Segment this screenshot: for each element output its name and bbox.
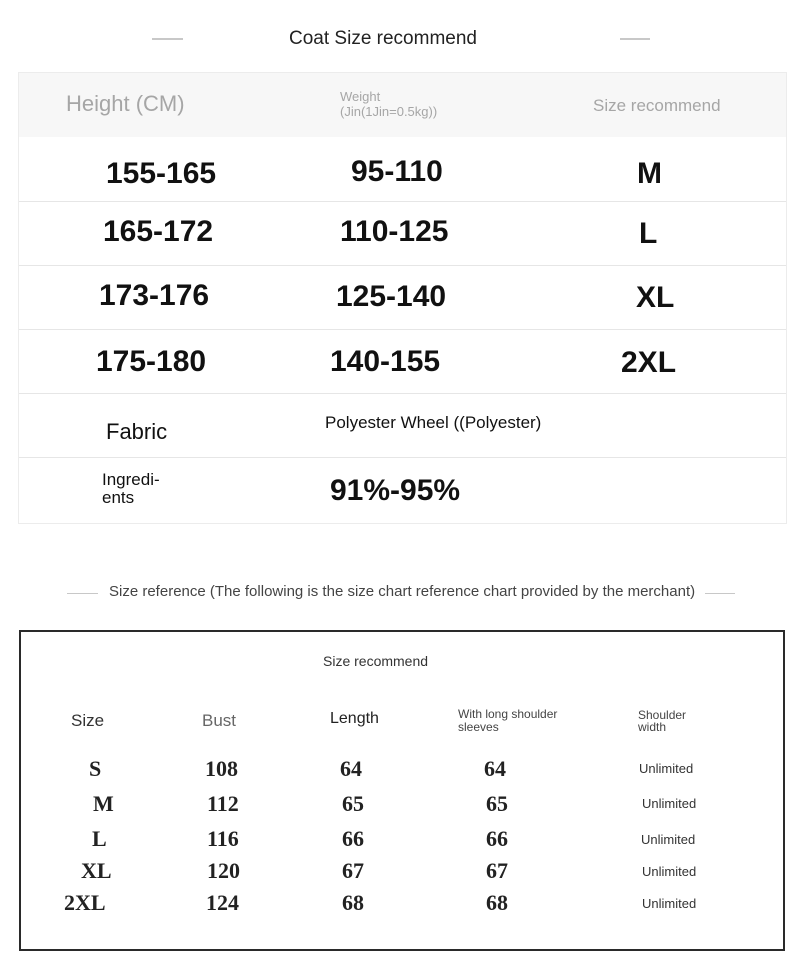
header-length: Length (330, 710, 379, 727)
height-cell: 175-180 (96, 345, 207, 378)
height-cell: 173-176 (99, 279, 210, 312)
length-cell: 64 (340, 756, 362, 781)
bust-cell: 108 (205, 756, 238, 781)
size-reference-title: Size reference (The following is the size chart reference chart provided by the merchant) (109, 583, 696, 600)
size-cell: 2XL (64, 890, 106, 915)
sleeve-cell: 66 (486, 826, 508, 851)
shoulder-cell: Unlimited (642, 864, 697, 879)
ingredients-label: Ingredi- (102, 470, 160, 489)
size-cell: S (89, 756, 102, 781)
ingredients-label-cont: ents (102, 488, 135, 507)
row-divider (19, 457, 786, 458)
length-cell: 65 (342, 791, 364, 816)
header-sleeve: With long shoulder (458, 707, 558, 721)
row-divider (19, 329, 786, 330)
row-divider (19, 201, 786, 202)
header-weight-unit: (Jin(1Jin=0.5kg)) (340, 104, 438, 119)
header-size: Size (71, 711, 105, 730)
table-header-row (19, 73, 786, 137)
size-cell: L (639, 217, 658, 250)
sleeve-cell: 67 (486, 858, 508, 883)
row-divider (19, 393, 786, 394)
header-height: Height (CM) (66, 91, 185, 116)
length-cell: 66 (342, 826, 364, 851)
weight-cell: 95-110 (351, 155, 443, 188)
reference-dash-right (705, 593, 735, 594)
header-weight: Weight (340, 89, 381, 104)
height-cell: 155-165 (106, 157, 217, 190)
weight-cell: 140-155 (330, 345, 441, 378)
bust-cell: 120 (207, 858, 240, 883)
bust-cell: 112 (207, 791, 239, 816)
height-cell: 165-172 (103, 215, 214, 248)
header-size-recommend: Size recommend (593, 96, 721, 115)
size-cell: M (637, 157, 662, 190)
size-chart-title: Size recommend (323, 653, 429, 669)
length-cell: 67 (342, 858, 364, 883)
length-cell: 68 (342, 890, 364, 915)
coat-size-table (18, 72, 787, 524)
sleeve-cell: 65 (486, 791, 508, 816)
size-cell: XL (636, 281, 675, 314)
size-cell: M (93, 791, 114, 816)
weight-cell: 110-125 (340, 215, 449, 248)
fabric-label: Fabric (106, 419, 168, 444)
size-cell: L (92, 826, 107, 851)
coat-size-title: Coat Size recommend (289, 28, 477, 49)
size-chart-box (19, 630, 785, 951)
header-shoulder-cont: width (638, 720, 667, 734)
size-cell: 2XL (621, 346, 677, 379)
bust-cell: 124 (206, 890, 239, 915)
size-cell: XL (81, 858, 112, 883)
shoulder-cell: Unlimited (642, 796, 697, 811)
sleeve-cell: 64 (484, 756, 506, 781)
shoulder-cell: Unlimited (642, 896, 697, 911)
ingredients-value: 91%-95% (330, 474, 461, 507)
header-shoulder: Shoulder (638, 708, 687, 722)
sleeve-cell: 68 (486, 890, 508, 915)
header-bust: Bust (202, 711, 237, 730)
bust-cell: 116 (207, 826, 239, 851)
reference-dash-left (67, 593, 98, 594)
row-divider (19, 265, 786, 266)
title-dash-right (620, 38, 650, 40)
header-sleeve-cont: sleeves (458, 720, 499, 734)
shoulder-cell: Unlimited (641, 832, 696, 847)
shoulder-cell: Unlimited (639, 761, 694, 776)
fabric-value: Polyester Wheel ((Polyester) (325, 413, 542, 432)
weight-cell: 125-140 (336, 280, 447, 313)
